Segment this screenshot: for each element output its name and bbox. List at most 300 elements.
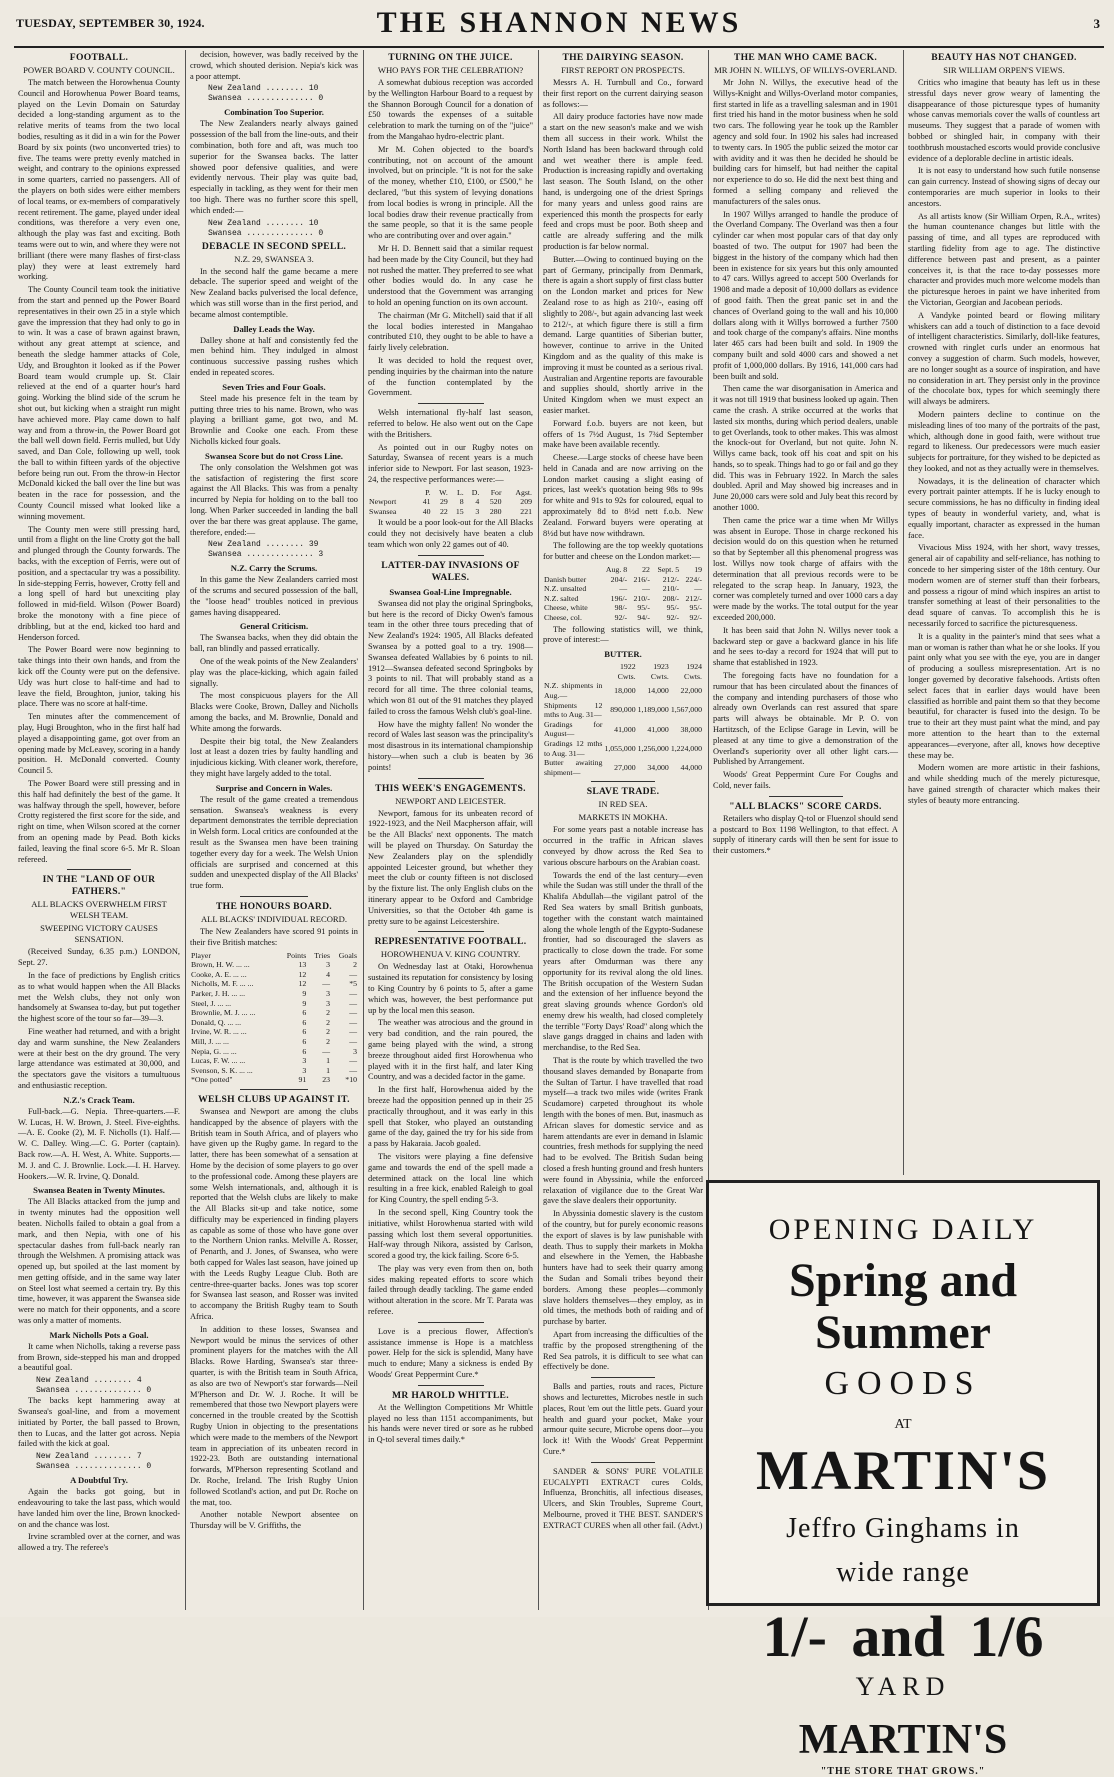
table-header-row bbox=[543, 565, 703, 575]
score-line: New Zealand ........ 4 Swansea .............. 0 bbox=[36, 1376, 152, 1396]
paragraph: At the Wellington Competitions Mr Whittle played no less than 1151 accompaniments, but his hands were never tired or sore as he rubbed in Q-tol several times daily.* bbox=[368, 1402, 533, 1445]
table-cell: 210/- bbox=[662, 584, 680, 594]
crosshead: Swansea Beaten in Twenty Minutes. bbox=[33, 1185, 165, 1196]
table-cell: *5 bbox=[349, 979, 357, 989]
table-cell: 95/- bbox=[689, 603, 702, 613]
paragraph: Then came the war disorganisation in America and it was not till 1919 that business looked up again. Then came the crash. A strike occurred at the works that lasted six months, during which period dealers, unable to get Overlands, took to other makes. This was almost the knock-out for Overland, but not quite. John N. Willys came back, took off his coat and spit on his hands, so to speak. Things had to go or fail and go they did. This was in February 1922. In March the sales doubled. April and May showed big increases and in June 20,000 cars were sold and July beat this record by another 1000. bbox=[713, 384, 898, 513]
paragraph: It is not easy to understand how such futile nonsense can gain currency. Instead of showing signs of decay our contemporaries are much superior in looks to their ancestors. bbox=[908, 166, 1100, 208]
table-cell: Cheese, col. bbox=[544, 613, 582, 623]
table-row bbox=[543, 681, 703, 700]
subheadline: IN RED SEA. bbox=[598, 799, 648, 810]
ad-spring-summer: Spring and Summer bbox=[788, 1254, 1018, 1359]
table-cell: 94/- bbox=[637, 613, 650, 623]
crosshead: Surprise and Concern in Wales. bbox=[215, 782, 333, 793]
table-cell: 6 bbox=[302, 1008, 307, 1018]
page-number: 3 bbox=[1093, 16, 1100, 31]
crosshead: A Doubtful Try. bbox=[70, 1475, 128, 1486]
table-cell: N.Z. salted bbox=[544, 593, 579, 603]
table-cell: — bbox=[349, 1036, 357, 1046]
table-cell: 1 bbox=[326, 1065, 330, 1075]
table-cell: 1923 bbox=[653, 662, 669, 672]
season-stats-table bbox=[368, 488, 533, 517]
table-units-row bbox=[543, 672, 703, 682]
table-row bbox=[190, 1027, 358, 1037]
paragraph: Vivacious Miss 1924, with her short, wavy tresses, general air of capability and self-reliance, has nothing to concede to her simpering sister of the 18th century. Our modern women are of sterner stuff than their forbears, and possess a rigour of mind which inspires an artist to transfer something at least of their personalities to the dead square of canvas. To accomplish this he is necessarily forced to sacrifice the picturesqueness. bbox=[908, 543, 1100, 629]
table-cell: Nicholls, M. F. ... ... bbox=[191, 979, 254, 989]
paragraph: Retailers who display Q-tol or Fluenzol should send a postcard to Box 1198 Wellington, to that effect. A supply of itinerary cards will then be sent for issue to their customers.* bbox=[713, 813, 898, 856]
table-cell: Newport bbox=[369, 497, 397, 507]
table-cell: 12 bbox=[298, 979, 307, 989]
table-cell: W. bbox=[439, 487, 448, 497]
paragraph: The following are the top weekly quotations for butter and cheese on the London market:— bbox=[543, 541, 703, 562]
paragraph: It has been said that John N. Willys never took a backward step or gave a backward glance in his life and he sees to-day a record for 1924 that will put to shame that established in 1923. bbox=[713, 625, 898, 668]
paragraph: The chairman (Mr G. Mitchell) said that if all the local bodies interested in Mangahao contributed £10, they ought to be able to have a fairly lively celebration. bbox=[368, 310, 533, 353]
table-cell: 1922 bbox=[620, 662, 636, 672]
table-cell: 41,000 bbox=[614, 724, 636, 734]
table-cell: N.Z. unsalted bbox=[544, 584, 587, 594]
table-cell: L. bbox=[456, 487, 464, 497]
table-cell: Cooke, A. E. ... ... bbox=[191, 969, 247, 979]
paragraph: The following statistics will, we think, prove of interest:— bbox=[543, 624, 703, 645]
paragraph: The County men were still pressing hard, until from a flight on the line Crotty got the ball and plunged through the County forwards. The backs, with the exception of Ferris, were out of position, and a spectacular try was a possibility. In side-stepping Ferris, however, Crotty fell and a long spell of hard but unexciting play followed in mid-field. Wilson (Power Board) broke the monotony with a fine piece of dribbling, but at the end, kicked too hard and Henderson forced. bbox=[18, 524, 180, 642]
paragraph: A Vandyke pointed beard or flowing military whiskers can add a touch of distinction to a face devoid of intelligent characteristics. Similarly, doll-like features, crowned with ringlet curls under an enormous hat convey a suggestion of charm. Such models, however, are no longer sought as a source of inspiration, and have no consideration in art. They persist only in the province of the chocolate box, types for which seemingly there will always be admirers. bbox=[908, 310, 1100, 407]
table-cell: — bbox=[349, 1056, 357, 1066]
table-cell: 98/- bbox=[614, 603, 628, 613]
headline: BEAUTY HAS NOT CHANGED. bbox=[931, 52, 1077, 63]
table-cell: 38,000 bbox=[680, 724, 702, 734]
table-cell: 6 bbox=[302, 1017, 307, 1027]
table-cell: 41 bbox=[422, 497, 431, 507]
subheadline: SWEEPING VICTORY CAUSES SENSATION. bbox=[40, 923, 158, 945]
table-cell: 1924 bbox=[686, 662, 702, 672]
divider bbox=[591, 1377, 655, 1378]
table-row bbox=[368, 507, 533, 517]
column-football bbox=[18, 50, 180, 1610]
table-cell: 1,256,000 bbox=[637, 743, 669, 753]
headline: "ALL BLACKS" SCORE CARDS. bbox=[729, 800, 882, 812]
paragraph: One of the weak points of the New Zealanders' play was the place-kicking, which again failed signally. bbox=[190, 657, 358, 688]
table-row bbox=[190, 1047, 358, 1057]
table-cell: 9 bbox=[302, 998, 307, 1008]
subheadline: FIRST REPORT ON PROSPECTS. bbox=[561, 65, 685, 75]
paragraph: Cheese.—Large stocks of cheese have been held in Canada and are now arriving on the London market causing a slight easing of prices, last week's quotation being 98s to 99s for white and 91s to 92s for coloured, equal to approximately 8d to 8½d nett f.o.b. New Zealand. Forward buyers were operating at 8½d but have now withdrawn. bbox=[543, 453, 703, 538]
paragraph: It would be a poor look-out for the All Blacks could they not decisively have beaten a club team which won only 22 games out of 40. bbox=[368, 518, 533, 550]
table-cell: 4 bbox=[326, 969, 330, 979]
column-rule bbox=[185, 50, 186, 1610]
paragraph: Modern painters decline to continue on the misleading lines of too many of the portraits of the past, which, although done in good faith, were without true regard to likeness. Our predecessors were much easier subjects for portraiture, for they wished to be depicted as they looked, and not as they actually were in themselves. bbox=[908, 409, 1100, 473]
paragraph: Mr M. Cohen objected to the board's contributing, not on account of the amount involved, but on principle. "It is not for the sake of the money, whether £10, £100, or £500," he declared, "but this system of levying donations from local bodies is wrong in principle. All the local bodies draw their revenue practically from the same people, so that it is the same people who are contributing over and over again." bbox=[368, 144, 533, 241]
table-cell: 2 bbox=[353, 960, 357, 970]
paragraph: Swansea and Newport are among the clubs handicapped by the absence of players with the British team in South Africa, and of players who have given up the Rugby game. In regard to the latter, there has been somewhat of a sensation at Home by the decision of some players to go over to the professional code. Among these players are some Welsh internationals, and, although it is reported that the Welsh clubs are likely to make the All Blacks sit-up and take notice, some difficulty may be experienced in finding players as capable as some of those who have gone over to the Northern Union ranks. Melville A. Rosser, of Penarth, and J. Jones, of Swansea, who were both capped for Wales last season, have joined up with the Leeds Rugby League Club. Both are centre-three-quarter backs. Jones was top scorer for Swansea last season, and Rosser was invited to accompany the British Rugby team to South Africa. bbox=[190, 1106, 358, 1322]
table-cell: 3 bbox=[326, 998, 330, 1008]
table-cell: Irvine, W. R. ... ... bbox=[191, 1027, 247, 1037]
table-cell: Cheese, white bbox=[544, 603, 588, 613]
paragraph: Ten minutes after the commencement of play, Hugi Broughton, who in the first half had played a disappointing game, got over from an opening made by McLeavey, scoring in a handy position. H. McDonald converted. County Council 5. bbox=[18, 712, 180, 776]
table-cell: Nepia, G. ... ... bbox=[191, 1046, 237, 1056]
table-cell: 196/- bbox=[610, 593, 628, 603]
divider bbox=[418, 1322, 484, 1323]
table-cell bbox=[543, 565, 599, 575]
table-cell: — bbox=[642, 584, 650, 594]
table-cell: Sept. 5 bbox=[657, 565, 680, 575]
table-cell: 29 bbox=[439, 497, 448, 507]
table-row bbox=[190, 1037, 358, 1047]
ad-slogan: "THE STORE THAT GROWS." bbox=[820, 1766, 986, 1777]
table-cell: 1,055,000 bbox=[604, 743, 636, 753]
paragraph: Butter.—Owing to continued buying on the part of Germany, principally from Denmark, there is again a short supply of first class butter on the London market and prices for New Zealand rose to as high as 210/-, easing off slightly to 208/-, but again advancing last week to 212/-, at which figure there is still a firm demand. Large quantities of Siberian butter, however, continue to arrive in the United Kingdom and as the quality of this make is improving it must be counted as a serious rival. Australian and Argentine reports are favourable and supplies should, shortly arrive in the United Kingdom when we must expect an easier market. bbox=[543, 254, 703, 415]
table-cell: 19 bbox=[694, 565, 702, 575]
table-cell: Shipments 12 mths to Aug. 31— bbox=[544, 700, 603, 720]
subheadline: MARKETS IN MOKHA. bbox=[578, 812, 668, 823]
table-cell: 6 bbox=[302, 1046, 307, 1056]
ad-unit: YARD bbox=[855, 1672, 951, 1701]
table-cell: 1,224,000 bbox=[670, 743, 702, 753]
issue-date: TUESDAY, SEPTEMBER 30, 1924. bbox=[16, 16, 205, 30]
table-cell: 212/- bbox=[662, 574, 680, 584]
table-row bbox=[190, 1066, 358, 1076]
paragraph: Mr John N. Willys, the executive head of the Willys-Knight and Willys-Overland motor companies, first started in life as a travelling salesman and in 1901 first tried his hand in the motor business when he sold two cars. The following year he took up the Rambler agency and sold four. In 1902 his sales had increased to twenty cars. In 1905 the public seized the motor car with avidity and it was then he decided he should be building cars for himself, but had neither the capital nor experience to do so. He did the next best thing and formed a selling company and relieved the manufacturers of the sales onus. bbox=[713, 78, 898, 206]
quotations-table bbox=[543, 565, 703, 623]
table-cell: Donald, Q. ... ... bbox=[191, 1017, 242, 1027]
table-cell: — bbox=[349, 1065, 357, 1075]
paragraph: For some years past a notable increase has occurred in the traffic in African slaves conveyed by dhow across the Red Sea to various obscure harbours on the Arabian coast. bbox=[543, 825, 703, 867]
column-dairying bbox=[543, 50, 703, 1610]
divider bbox=[418, 555, 484, 556]
table-row bbox=[190, 989, 358, 999]
table-cell: 2 bbox=[326, 1008, 330, 1018]
paragraph: The Power Board were still pressing and in this half had definitely the best of the game. It was halfway through the spell, however, before Crotty registered the first score for the side, and right on time, when Wilson scored at the corner from an opening made by Pead. Both kicks failed, leaving the final score 6-5. Mr R. Sloan refereed. bbox=[18, 779, 180, 864]
table-cell: 91 bbox=[298, 1075, 307, 1085]
column-football-continued bbox=[190, 50, 358, 1610]
paragraph: Woods' Great Peppermint Cure For Coughs and Cold, never fails. bbox=[713, 770, 898, 790]
table-cell: 208/- bbox=[662, 593, 680, 603]
column-willys bbox=[713, 50, 898, 1175]
table-cell: — bbox=[322, 979, 330, 989]
column-rule bbox=[363, 50, 364, 1610]
table-header-row bbox=[190, 951, 358, 961]
table-row bbox=[543, 720, 703, 739]
paragraph: Again the backs got going, but in endeavouring to take the last pass, which would have landed him over the line, Brown knocked-on and the chance was lost. bbox=[18, 1487, 180, 1529]
table-cell: 92/- bbox=[666, 613, 680, 623]
crosshead: Swansea Score but do not Cross Line. bbox=[205, 450, 343, 461]
column-rule bbox=[903, 50, 904, 1175]
score-line: New Zealand ........ 10 Swansea .............. 0 bbox=[208, 84, 324, 104]
table-cell: N.Z. shipments in Aug.— bbox=[544, 681, 603, 700]
table-row bbox=[190, 999, 358, 1009]
paragraph: Then came the price war a time when Mr Willys was absent in Europe. Those in charge reckoned his decision would do on this question when he returned so that by September all this phenomenal progress was lost. Willys now took charge of affairs with the determination that all previous records were to be relegated to the scrap heap. In January, 1923, the corner was completely turned and over 1000 cars a day were made by the works. The total output for the year exceeded 200,000. bbox=[713, 515, 898, 623]
table-cell: — bbox=[349, 1008, 357, 1018]
table-cell: 95/- bbox=[666, 603, 680, 613]
paragraph: The weather was atrocious and the ground in very bad condition, and the rain poured, the game being played with the wind, a strong breeze throughout aided first Horowhenua who played with it in the first half, and later King Country, and was a decided factor in the game. bbox=[368, 1018, 533, 1082]
headline: SLAVE TRADE. bbox=[586, 786, 660, 798]
table-header-row bbox=[368, 488, 533, 498]
table-cell: 2 bbox=[326, 1017, 330, 1027]
table-cell: 95/- bbox=[637, 603, 650, 613]
table-row bbox=[543, 701, 703, 720]
headline: LATTER-DAY INVASIONS OF WALES. bbox=[381, 559, 520, 583]
headline: FOOTBALL. bbox=[69, 52, 129, 63]
table-row bbox=[543, 575, 703, 585]
headline: IN THE "LAND OF OUR FATHERS." bbox=[42, 874, 156, 898]
table-cell: 8 bbox=[459, 497, 464, 507]
table-cell: Lucas, F. W. ... ... bbox=[191, 1056, 246, 1066]
headline: MR HAROLD WHITTLE. bbox=[392, 1389, 509, 1401]
table-cell: Mill, J. ... ... bbox=[191, 1036, 229, 1046]
table-cell: 3 bbox=[353, 1046, 357, 1056]
ad-goods: GOODS bbox=[824, 1365, 982, 1402]
ad-product-line-1: Jeffro Ginghams in bbox=[786, 1513, 1020, 1544]
table-cell: Brown, H. W. ... ... bbox=[191, 960, 250, 970]
verse-advertisement: Balls and parties, routs and races, Picture shows and lecturettes, Microbes nestle in such places, Rout 'em out the little pets. Guard your health and guard your pocket, Make your armour quite secure, Microbe opens door—you lock it! With the Woods' Great Peppermint Cure.* bbox=[543, 1382, 703, 1456]
table-cell: 3 bbox=[475, 506, 480, 516]
table-cell: Gradings for August— bbox=[544, 719, 603, 739]
table-cell: *10 bbox=[345, 1075, 357, 1085]
table-cell: 3 bbox=[326, 960, 330, 970]
paragraph: In the second half the game became a mere debacle. The superior speed and weight of the New Zealand backs pulverised the local defence, which was still worse than in the first period, and became almost contemptible. bbox=[190, 266, 358, 319]
table-cell: 22 bbox=[642, 565, 650, 575]
table-row bbox=[190, 1008, 358, 1018]
paragraph: The Power Board were now beginning to take things into their own hands, and from the kick off the County were put on the defensive. Udy was hurt close to half-time and had to leave the field, Broughton, junior, taking his place. There was no score at half-time. bbox=[18, 645, 180, 709]
table-cell bbox=[543, 662, 603, 672]
subheadline: POWER BOARD V. COUNTY COUNCIL. bbox=[23, 65, 175, 75]
table-row bbox=[190, 970, 358, 980]
table-row bbox=[368, 497, 533, 507]
paragraph: The County Council team took the initiative from the start and penned up the Power Board representatives in their own 25 in a style which gave the impression that they had only to go in to win. It was a case of brawn against brawn, without any great attempt at science, and beneath the sledge hammer attacks of Cole, Udy, and Broughton it looked as if the Power Board team would crumple up. St. Clair relieved at the end of a quarter hour's hard going. Working the blind side of the scrum he shot out, but kicking when a straight run might have achieved more. Play came down to half way and from a throw-in, the Power Board got the ball well down field. Ferris mulled, but Udy saved, and Dan Cole, following up well, took the ball to within fifteen yards of the objective before being run out. From the throw-in Hector McDonald kicked the ball over the line but was beaten in the race for possession, and the County Council missed what looked like a winning movement. bbox=[18, 285, 180, 521]
table-cell: For bbox=[490, 487, 502, 497]
divider bbox=[240, 896, 307, 897]
ad-store-name: MARTIN'S bbox=[755, 1440, 1051, 1502]
table-cell: 22 bbox=[439, 506, 448, 516]
table-cell: 22,000 bbox=[680, 686, 702, 696]
table-cell: *One potted" bbox=[191, 1075, 233, 1085]
table-cell: 6 bbox=[302, 1036, 307, 1046]
verse-advertisement: Love is a precious flower, Affection's assistance immense is Hope is a matchless power. Help for the sick is splendid, Many have much to endure; Many a sickness is ended By Woods' Great Peppermint Cure.* bbox=[368, 1326, 533, 1380]
table-row bbox=[543, 758, 703, 777]
table-cell: 890,000 bbox=[610, 705, 636, 715]
paragraph: In the first half, Horowhenua aided by the breeze had the opposition penned up in their 25 practically throughout, and it was early in this spell that Stoker, who played an outstanding game of the day, gained the try for his side from a pass by Hakaraia. Jacob goaled. bbox=[368, 1085, 533, 1149]
table-cell: 3 bbox=[302, 1056, 307, 1066]
paragraph: In the face of predictions by English critics as to what would happen when the All Blacks met the Welsh clubs, they not only won handsomely at Swansea to-day, but put together the highest score of the tour so far—39—3. bbox=[18, 970, 180, 1024]
headline: THE HONOURS BOARD. bbox=[215, 901, 332, 913]
paragraph: How have the mighty fallen! No wonder the record of Wales last season was the principality's most disastrous in its international championship history—when such a club is beaten by 36 points! bbox=[368, 719, 533, 772]
crosshead: General Criticism. bbox=[239, 621, 309, 632]
masthead bbox=[14, 4, 1104, 48]
advertisement-text: SANDER & SONS' PURE VOLATILE EUCALYPTI EXTRACT cures Colds, Influenza, Bronchitis, all infectious diseases, Ulcers, and Skin Troubles, Supreme Court, Melbourne, proved it THE BEST. SANDER'S EXTRACT CURES when all other fail. (Advt.) bbox=[543, 1466, 703, 1530]
table-cell: 210/- bbox=[633, 593, 650, 603]
table-cell: Cwts. bbox=[617, 671, 636, 681]
paragraph: Critics who imagine that beauty has left us in these stressful days never grow weary of lamenting the disappearance of those picturesque types of humanity whose canvas memorials cover the walls of countless art museums. They suggest that a parade of women with bobbed or shingled hair, in company with their toothbrush moustached escorts would provide conclusive evidence of a deplorable decline in artistic ideals. bbox=[908, 78, 1100, 163]
headline: TURNING ON THE JUICE. bbox=[388, 52, 513, 63]
table-cell: Agst. bbox=[515, 487, 532, 497]
table-cell: — bbox=[349, 988, 357, 998]
table-cell: Tries bbox=[314, 950, 330, 960]
table-row bbox=[543, 594, 703, 604]
paragraph: Messrs A. H. Turnbull and Co., forward their first report on the current dairying season as follows:— bbox=[543, 78, 703, 109]
table-cell: — bbox=[694, 584, 702, 594]
paragraph: Another notable Newport absentee on Thursday will be V. Griffiths, the bbox=[190, 1510, 358, 1531]
table-cell: 1,189,000 bbox=[637, 705, 669, 715]
table-cell: Parker, J. H. ... ... bbox=[191, 988, 246, 998]
table-cell: 27,000 bbox=[614, 762, 636, 772]
crosshead: N.Z.'s Crack Team. bbox=[63, 1094, 135, 1105]
crosshead: Combination Too Superior. bbox=[224, 107, 324, 118]
table-cell: 3 bbox=[302, 1065, 307, 1075]
paragraph: Despite their big total, the New Zealanders lost at least a dozen tries by faulty handling and injudicious kicking. With cleaner work, therefore, they might have largely added to the total. bbox=[190, 736, 358, 779]
table-cell: — bbox=[619, 584, 628, 594]
paragraph: decision, however, was badly received by the crowd, which shouted derision. Nepia's kick was a poor attempt. bbox=[190, 50, 358, 81]
paragraph: As all artists know (Sir William Orpen, R.A., writes) the human countenance changes but little with the passing of time, and all types are reproduced with startling fidelity from age to age. The distinctive difference between past and present, as a painter conceives it, is that the race to-day possesses more character and provides much more welcome models than the picturesque heroes in paint we have inherited from the Victorian, Georgian and Jacobean periods. bbox=[908, 211, 1100, 307]
table-cell: 1 bbox=[326, 1056, 330, 1066]
paragraph: Steel made his presence felt in the team by putting three tries to his name. Brown, who was playing a brilliant game, got two, and M. Brownlie and Cooke one each. From these Nicholls kicked four goals. bbox=[190, 393, 358, 446]
paragraph: On Wednesday last at Otaki, Horowhenua sustained its reputation for consistency by losing to King Country by 6 points to 5, after a game which was, however, the best performance put up by the local men this season. bbox=[368, 962, 533, 1015]
divider bbox=[67, 869, 132, 870]
paragraph: The match between the Horowhenua County Council and Horowhenua Power Board teams, played on the Levin Domain on Saturday decided a long-standing argument as to the relative merits of teams from the two local bodies, resulting as it did in a win for the Power Board by six points (two unconverted tries) to five. The teams were pretty evenly matched in weight, and contrary to the opinions expressed in some quarters, carried no passengers. All of the players on both sides were either members of local teams, or ex-members of comparatively recent retirement. The game, played under ideal conditions, was therefore a very even one, although the play was fast and exciting. Both teams were out to win, and where they were not brilliant (there were many flashes of first-class play) they were at least extremely hard working. bbox=[18, 78, 180, 282]
divider bbox=[418, 1385, 484, 1386]
divider bbox=[418, 931, 484, 932]
table-row bbox=[190, 960, 358, 970]
table-row bbox=[543, 613, 703, 623]
subheadline: ALL BLACKS' INDIVIDUAL RECORD. bbox=[200, 914, 348, 925]
table-cell bbox=[368, 488, 416, 498]
table-cell: 280 bbox=[489, 506, 502, 516]
table-cell: Player bbox=[191, 950, 211, 960]
table-row bbox=[543, 739, 703, 758]
table-cell: 212/- bbox=[685, 593, 702, 603]
table-cell: 44,000 bbox=[680, 762, 702, 772]
paragraph: It was decided to hold the request over, pending inquiries by the chairman into the nature of the function contemplated by the Government. bbox=[368, 355, 533, 398]
divider bbox=[240, 1089, 307, 1090]
paragraph: The play was very even from then on, both sides making repeated efforts to score which failed through deadly tackling. The game ended without alteration in the score. Mr T. Parata was referee. bbox=[368, 1263, 533, 1317]
table-cell: — bbox=[349, 1017, 357, 1027]
table-cell: 520 bbox=[489, 497, 502, 507]
paragraph: The Swansea backs, when they did obtain the ball, ran blindly and passed erratically. bbox=[190, 633, 358, 654]
table-cell: 14,000 bbox=[647, 686, 669, 696]
paragraph: Apart from increasing the difficulties of the traffic by the proposed strengthening of the Red Sea patrols, it is difficult to see what can effectively be done. bbox=[543, 1330, 703, 1372]
paragraph: All dairy produce factories have now made a start on the new season's make and we wish them all success in their work. Whilst the North Island has been backward through cold and wet weather there is ample feed. Production is increasing rapidly and overtaking last season. The South Island, on the other hand, is undergoing one of the driest Springs for many years and unless good rains are experienced this month the prospects for early feed and crops must be poor. Both sheep and cattle are already suffering and the milk production is far below normal. bbox=[543, 112, 703, 251]
headline: THIS WEEK'S ENGAGEMENTS. bbox=[375, 782, 526, 794]
ad-at: AT bbox=[894, 1417, 912, 1432]
table-cell: 12 bbox=[298, 969, 307, 979]
divider bbox=[591, 1462, 655, 1463]
table-cell: 6 bbox=[302, 1027, 307, 1037]
table-cell: 216/- bbox=[633, 574, 650, 584]
table-cell: — bbox=[322, 1046, 330, 1056]
table-cell: 2 bbox=[326, 1027, 330, 1037]
butter-stats-table bbox=[543, 662, 703, 777]
table-cell: — bbox=[349, 969, 357, 979]
table-cell: 40 bbox=[422, 506, 431, 516]
table-cell: — bbox=[349, 1027, 357, 1037]
table-cell: 34,000 bbox=[647, 762, 669, 772]
headline: THE MAN WHO CAME BACK. bbox=[733, 52, 878, 63]
table-cell: Aug. 8 bbox=[605, 565, 628, 575]
ad-product-line-2: wide range bbox=[836, 1557, 970, 1588]
table-cell: 9 bbox=[302, 988, 307, 998]
paragraph: The foregoing facts have no foundation for a rumour that has been circulated about the finances of the company and intending purchasers of those who already own Overlands can rest assured that spare parts will always be obtainable. Mr P. O. von Hartitzsch, of the Eclipse Garage in Levin, will be pleased at any time to give a demonstration of the Overland's superiority over all other light cars.—Published by Arrangement. bbox=[713, 671, 898, 767]
table-cell: Swansea bbox=[369, 506, 397, 516]
paragraph: In addition to these losses, Swansea and Newport would be minus the services of other prominent players for the matches with the All Blacks. Rowe Harding, Swansea's star three-quarter, is with the British team in South Africa, as also are two of Newport's star forwards—Neil M'Pherson and Dr. W. J. Roche. It will be remembered that those two Newport players were concerned in the trouble created by the Scottish Rugby Union in objecting to the presentations which were made to the members of the Newport team in appreciation of its unbeaten record in 1922-23. Both are outstanding international forwards, M'Pherson representing Scotland and Dr. Roche, Ireland. The Irish Rugby Union followed Scotland's action, and put Dr. Roche on the mat, too. bbox=[190, 1324, 358, 1507]
ad-store-name-footer: MARTIN'S bbox=[798, 1717, 1008, 1763]
dateline: (Received Sunday, 6.35 p.m.) LONDON, Sept. 27. bbox=[18, 947, 180, 968]
table-cell: D. bbox=[471, 487, 480, 497]
divider bbox=[418, 403, 484, 404]
paragraph: Modern women are more artistic in their fashions, and while shedding much of the merely picturesque, have gained strength of character which makes their styles of beauty more entrancing. bbox=[908, 763, 1100, 805]
table-cell: Butter awaiting shipment— bbox=[544, 758, 603, 777]
table-header-row bbox=[543, 662, 703, 672]
ad-prices: 1/- and 1/6 bbox=[762, 1604, 1044, 1669]
column-rule bbox=[538, 50, 539, 1610]
crosshead: Dalley Leads the Way. bbox=[233, 323, 315, 334]
table-row bbox=[543, 584, 703, 594]
table-cell: Gradings 12 mths to Aug. 31— bbox=[544, 738, 603, 758]
paragraph: Fine weather had returned, and with a bright day and warm sunshine, the New Zealanders were at their best on the dry ground. The very large attendance was estimated at 30,000, and the spectators gave the visitors a tumultuous and enthusiastic reception. bbox=[18, 1026, 180, 1090]
divider bbox=[591, 781, 655, 782]
paragraph: Dalley shone at half and consistently fed the men behind him. They indulged in almost continuous successive passing rushes which ended in repeated scores. bbox=[190, 335, 358, 377]
paragraph: The most conspicuous players for the All Blacks were Cooke, Brown, Dalley and Nicholls among the backs, and M. Brownlie, Donald and White among the forwards. bbox=[190, 691, 358, 733]
headline: THE DAIRYING SEASON. bbox=[562, 52, 684, 63]
table-cell: 41,000 bbox=[647, 724, 669, 734]
paragraph: Mr H. D. Bennett said that a similar request had been made by the City Council, but they had not rushed the matter. They preferred to see what other bodies would do. In any case he understood that the Government was arranging to hold an opening function on its own account. bbox=[368, 243, 533, 307]
martins-advertisement bbox=[706, 1180, 1100, 1777]
table-cell: Cwts. bbox=[684, 671, 702, 681]
paragraph: It came when Nicholls, taking a reverse pass from Brown, side-stepped his man and dropped a beautiful goal. bbox=[18, 1341, 180, 1373]
table-cell bbox=[543, 672, 603, 682]
table-cell: 224/- bbox=[685, 574, 702, 584]
paragraph: A somewhat dubious reception was accorded by the Wellington Harbour Board to a request by the Shannon Borough Council for a donation of £50 towards the expenses of a suitable celebration to mark the turning on of the "juice" from the Mangahao hydro-electric plant. bbox=[368, 78, 533, 141]
score-line: New Zealand ........ 7 Swansea .............. 0 bbox=[36, 1452, 152, 1472]
paragraph: Towards the end of the last century—even while the Sudan was still under the thrall of the Khalifa Abdullah—the vigilant patrol of the Red Sea waters by small British gunboats, together with the constant watch maintained along the whole length of the Egypto-Sudanese frontier, had so discouraged the slavers as practically to close down the trade. For some years after Omdurman was there any opportunity for its revival along the old lines. The British occupation of the Western Sudan and the extension of her influence beyond the great slaving grounds whence Gordon's old enemy drew his wealth, had closed completely the terrible "Forty Days' Road" along which the slave gangs dragged in chains and laden with merchandise, to the Red Sea. bbox=[543, 870, 703, 1053]
table-cell: Points bbox=[286, 950, 307, 960]
headline: REPRESENTATIVE FOOTBALL. bbox=[374, 936, 527, 948]
subheadline: WHO PAYS FOR THE CELEBRATION? bbox=[377, 65, 524, 75]
table-cell: 3 bbox=[326, 988, 330, 998]
table-cell: 221 bbox=[520, 506, 532, 516]
table-cell: 4 bbox=[475, 497, 480, 507]
paragraph: In Abyssinia domestic slavery is the custom of the country, but for purely economic reasons the export of slaves is by law punishable with death. Thus to supply their markets in Mokha and elsewhere in the Yemen, the Habbashe hunters have had to seek their quarry among the Sudan and Somali tribes beyond their borders. Among these peoples—commonly slave holders themselves—they employ, as in old times, the methods both of raiding and of purchase by barter. bbox=[543, 1209, 703, 1327]
paragraph: The New Zealanders have scored 91 points in their five British matches: bbox=[190, 927, 358, 947]
paragraph: Full-back.—G. Nepia. Three-quarters.—F. W. Lucas, H. W. Brown, J. Steel. Five-eighths.—A. E. Cooke (2), M. F. Nicholls (1). Half.—W. C. Dalley. Wing.—C. G. Porter (captain). Back row.—A. H. West, A. White. Supports.—M. J. and C. J. Brownlie. Lock.—I. H. Harvey. Hookers.—W. R. Irvine, Q. Donald. bbox=[18, 1106, 180, 1181]
divider bbox=[769, 796, 843, 797]
paragraph: In 1907 Willys arranged to handle the produce of the Overland Company. The Overland was then a four cylinder car when most popular cars of that day only boasted of two. The output for 1907 had been the biggest in the history of the company which had then been in existence for six years but this only amounted to 47 cars. Willys agreed to accept 500 Overlands for 1908 and made a deposit of 10,000 dollars as evidence of good faith. Then the great panic set in and the chances of Overland going to the wall and his 10,000 dollars along with it Willys borrowed a further 7500 and took charge of the company's affairs. Nine months later 465 cars had been built and sold. In 1909 the company built and sold 4000 cars and showed a net profit of 1,000,000 dollars. By 1916, 141,000 cars had been built and sold. bbox=[713, 209, 898, 381]
paragraph: The backs kept hammering away at Swansea's goal-line, and from a movement initiated by Porter, the ball passed to Brown, then to Lucas, and the latter got across. Nepia failed with the kick at goal. bbox=[18, 1396, 180, 1449]
crosshead: Mark Nicholls Pots a Goal. bbox=[49, 1329, 149, 1340]
paragraph: Newport, famous for its unbeaten record of 1922-1923, and the Neil Macpherson affair, will be the All Blacks' next opponents. The match will be played on Thursday. On Saturday the New Zealanders play on the splendidly appointed Leicester ground, but whether they meet the club or county fifteen is not disclosed by the fixture list. The only English clubs on the itinerary appear to be Oxford and Cambridge Universities, so that the October 4th game is pretty sure to be against Leicestershire. bbox=[368, 808, 533, 926]
subheadline: SIR WILLIAM ORPEN'S VIEWS. bbox=[943, 65, 1065, 75]
table-cell: 204/- bbox=[610, 574, 628, 584]
subheadline: ALL BLACKS OVERWHELM FIRST WELSH TEAM. bbox=[31, 899, 167, 921]
subheadline: NEWPORT AND LEICESTER. bbox=[395, 795, 506, 806]
paragraph: The New Zealanders nearly always gained possession of the ball from the line-outs, and their combination, both fore and aft, was much too superior for the Swansea backs. The latter showed poor defensive qualities, and were evidently nervous. Their play was quite bad, especially in tackling, as they went for their men too high. There was no further score this spell, which ended:— bbox=[190, 119, 358, 215]
crosshead: N.Z. Carry the Scrums. bbox=[230, 563, 318, 574]
subheadline: MR JOHN N. WILLYS, OF WILLYS-OVERLAND. bbox=[714, 65, 897, 75]
table-cell: Steel, J. ... ... bbox=[191, 998, 232, 1008]
paragraph: The All Blacks attacked from the jump and in twenty minutes had the opposition well beaten. Nicholls failed to obtain a goal from a mark, and then Nepia, with one of his spectacular dashes from full-back nearly ran through the Welshmen. A promising attack was opened up, but spoiled at the last moment by men getting offside, and in the same way later on Steel lost what seemed a certain try. By this time, however, it was apparent the Swansea side were no match for their opponents, and a score was only a matter of moments. bbox=[18, 1197, 180, 1326]
headline: WELSH CLUBS UP AGAINST IT. bbox=[198, 1093, 350, 1105]
ad-opening-daily: OPENING DAILY bbox=[768, 1213, 1038, 1246]
subheadline: N.Z. 29, SWANSEA 3. bbox=[234, 253, 314, 264]
table-row bbox=[190, 979, 358, 989]
crosshead: Swansea Goal-Line Impregnable. bbox=[389, 586, 512, 597]
table-cell: 92/- bbox=[614, 613, 628, 623]
table-row bbox=[190, 1018, 358, 1028]
table-cell: 15 bbox=[455, 506, 464, 516]
table-cell: Cwts. bbox=[650, 671, 669, 681]
table-cell: 92/- bbox=[689, 613, 702, 623]
paragraph: The result of the game created a tremendous sensation. Swansea's weakness is every department demonstrates the terrible depreciation in Welsh form. Local critics are confounded at the result as the Swansea men have been training together every day for a week. The Welsh Union officials are surprised and concerned at this sudden and unexpected display of the All Blacks' true form. bbox=[190, 794, 358, 891]
paragraph: Nowadays, it is the delineation of character which every portrait painter attempts. If he is lucky enough to secure commissions, he has no difficulty in finding ideal types of beauty in wonderful variety, and, what is equally important, character as expressed in the human face. bbox=[908, 476, 1100, 540]
paragraph: In the second spell, King Country took the initiative, whilst Horowhenua started with wild passing which lost them several opportunities. Half-way through Nikora, assisted by Carlson, scored a good try, the kick failing. Score 6-5. bbox=[368, 1207, 533, 1261]
table-cell: 209 bbox=[520, 497, 532, 507]
